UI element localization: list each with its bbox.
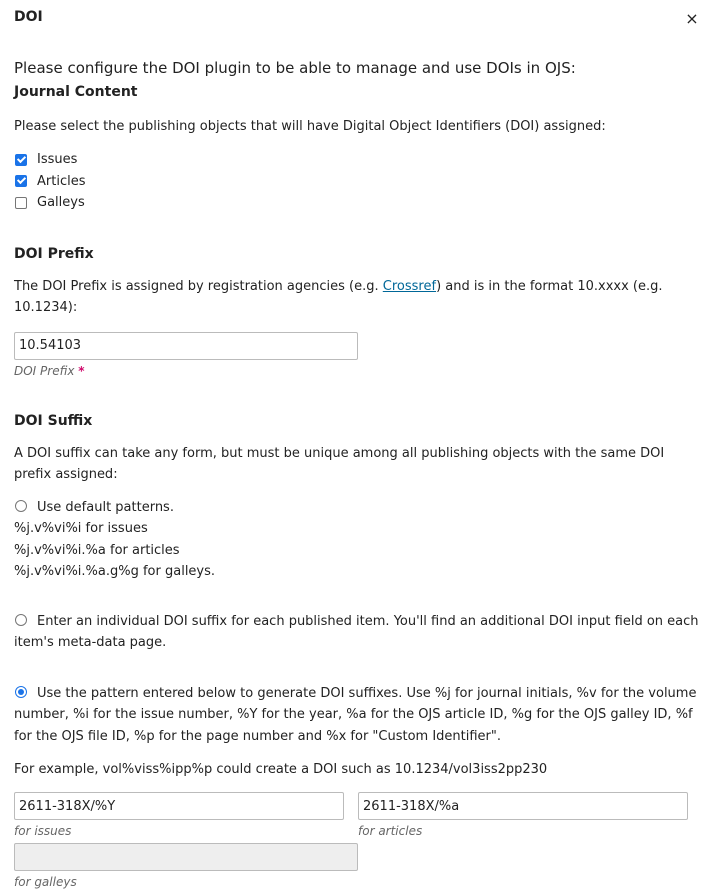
doi-prefix-input[interactable]: [14, 332, 358, 360]
doi-prefix-description-start: The DOI Prefix is assigned by registration agencies (e.g.: [14, 278, 383, 294]
option-articles[interactable]: [14, 171, 700, 193]
doi-suffix-heading: DOI Suffix: [14, 412, 93, 429]
galleys-checkbox[interactable]: [15, 197, 27, 209]
issues-label: Issues: [37, 152, 78, 168]
articles-pattern-group: [358, 792, 688, 839]
journal-content-options: [14, 149, 700, 214]
pattern-example: For example, vol%viss%ipp%p could create a DOI such as 10.1234/vol3iss2pp230: [14, 762, 548, 777]
pattern-fields-row: [14, 792, 700, 839]
galleys-pattern-group: [14, 843, 700, 890]
suffix-option-individual[interactable]: [14, 611, 700, 654]
suffix-option-default: [14, 497, 700, 583]
required-indicator: *: [78, 363, 85, 378]
crossref-link[interactable]: Crossref: [382, 278, 437, 294]
doi-settings-form: [14, 58, 700, 890]
articles-label: Articles: [37, 173, 86, 189]
default-pattern-issues: %j.v%vi%i for issues: [14, 521, 148, 536]
option-issues[interactable]: [14, 149, 700, 171]
default-pattern-articles: %j.v%vi%i.%a for articles: [14, 542, 180, 558]
close-button[interactable]: ×: [683, 9, 701, 29]
issues-pattern-group: [14, 792, 344, 839]
galleys-pattern-input[interactable]: [14, 843, 358, 871]
issues-pattern-input[interactable]: [14, 792, 344, 820]
articles-pattern-label: for articles: [358, 824, 423, 838]
custom-pattern-label: Use the pattern entered below to generate DOI suffixes. Use %j for journal initials, %v for the volume number, %i for the issue number, %Y for the year, %a for the OJS article ID, %g for the OJS galley ID, %f for the OJS file ID, %p for the page number and %x for "Custom Identifier".: [14, 685, 697, 744]
individual-suffix-label: Enter an individual DOI suffix for each published item. You'll find an additional DOI input field on each item's meta-data page.: [14, 613, 699, 650]
articles-pattern-input[interactable]: [358, 792, 688, 820]
doi-prefix-heading: DOI Prefix: [14, 245, 94, 262]
default-pattern-galleys: %j.v%vi%i.%a.g%g for galleys.: [14, 564, 216, 579]
doi-prefix-description-end: ) and is in the format 10.xxxx (e.g. 10.1234):: [14, 278, 663, 315]
galleys-pattern-label: for galleys: [14, 875, 77, 889]
default-patterns-label: Use default patterns.: [37, 499, 174, 515]
doi-prefix-description: [14, 276, 700, 318]
doi-prefix-label-text: DOI Prefix: [14, 363, 75, 378]
option-galleys[interactable]: [14, 192, 700, 214]
default-patterns-radio[interactable]: [15, 500, 27, 512]
issues-checkbox[interactable]: [15, 154, 27, 166]
doi-suffix-description: A DOI suffix can take any form, but must be unique among all publishing objects with the same DOI prefix assigned:: [14, 445, 665, 482]
custom-pattern-radio[interactable]: [15, 686, 27, 698]
journal-content-heading: Journal Content: [14, 84, 138, 100]
articles-checkbox[interactable]: [15, 175, 27, 187]
issues-pattern-label: for issues: [14, 824, 72, 838]
default-patterns-row[interactable]: [14, 497, 700, 519]
galleys-label: Galleys: [37, 195, 85, 211]
intro-text: Please configure the DOI plugin to be able to manage and use DOIs in OJS:: [14, 59, 576, 77]
individual-suffix-radio[interactable]: [15, 614, 27, 626]
modal-title: DOI: [14, 9, 43, 25]
doi-prefix-field-label: [14, 363, 700, 379]
journal-content-description: Please select the publishing objects that will have Digital Object Identifiers (DOI) assigned:: [14, 119, 606, 134]
suffix-option-pattern[interactable]: [14, 683, 700, 748]
